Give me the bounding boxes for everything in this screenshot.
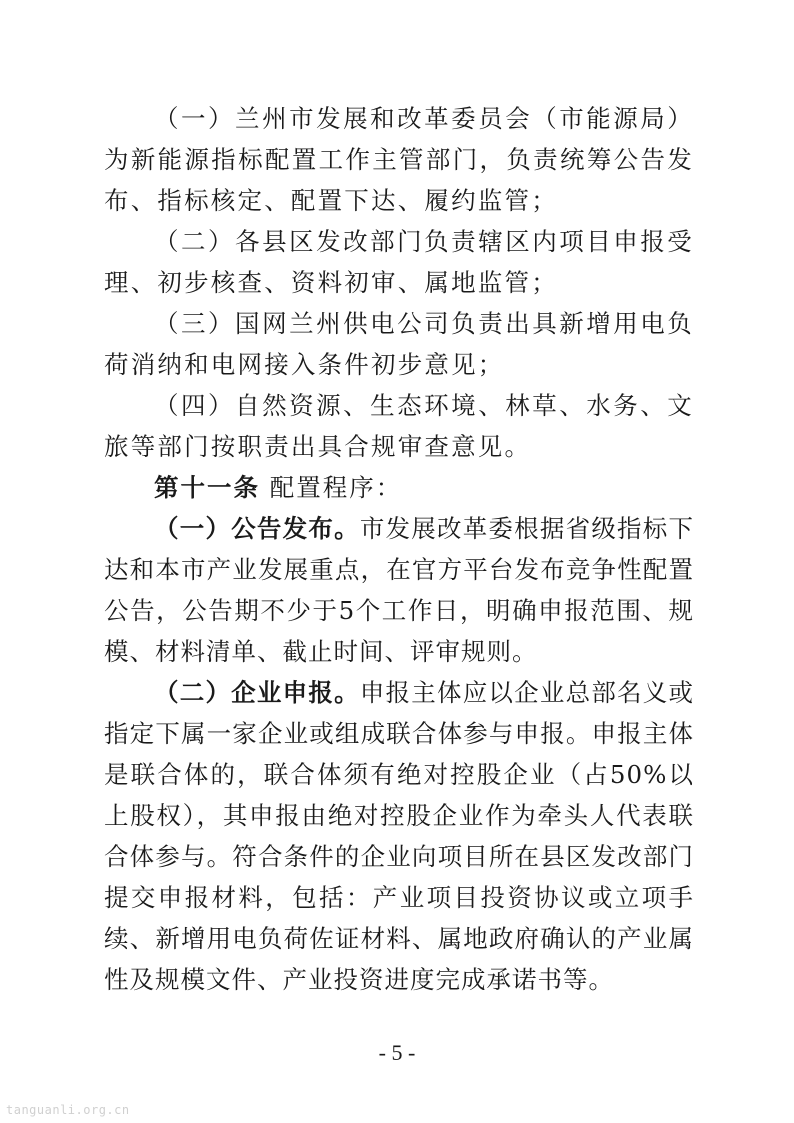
paragraph-duty-4: （四）自然资源、生态环境、林草、水务、文旅等部门按职责出具合规审查意见。 [104, 391, 694, 461]
step-label: （二）企业申报。 [154, 678, 360, 707]
paragraph-duty-2: （二）各县区发改部门负责辖区内项目申报受理、初步核查、资料初审、属地监管； [104, 227, 694, 297]
step-application [104, 672, 694, 1000]
page-number: - 5 - [378, 1040, 416, 1065]
paragraph-duty-3: （三）国网兰州供电公司负责出具新增用电负荷消纳和电网接入条件初步意见； [104, 309, 694, 379]
step-label: （一）公告发布。 [154, 514, 360, 543]
watermark: tanguanli.org.cn [6, 1103, 130, 1117]
article-subtitle: 配置程序： [269, 473, 403, 502]
step-text: 申报主体应以企业总部名义或指定下属一家企业或组成联合体参与申报。申报主体是联合体的，联合体须有绝对控股企业（占50%以上股权），其申报由绝对控股企业作为牵头人代表联合体参与。符合条件的企业向项目所在县区发改部门提交申报材料，包括：产业项目投资协议或立项手续、新增用电负荷佐证材料、属地政府确认的产业属性及规模文件、产业投资进度完成承诺书等。 [104, 678, 695, 994]
paragraph-duty-1: （一）兰州市发展和改革委员会（市能源局）为新能源指标配置工作主管部门，负责统筹公告发布、指标核定、配置下达、履约监管； [104, 104, 694, 215]
step-announcement [104, 508, 694, 672]
article-title: 第十一条 [154, 473, 260, 502]
document-body [104, 98, 694, 1000]
step-text: 市发展改革委根据省级指标下达和本市产业发展重点，在官方平台发布竞争性配置公告，公告期不少于5个工作日，明确申报范围、规模、材料清单、截止时间、评审规则。 [104, 514, 695, 666]
article-heading [104, 467, 694, 508]
